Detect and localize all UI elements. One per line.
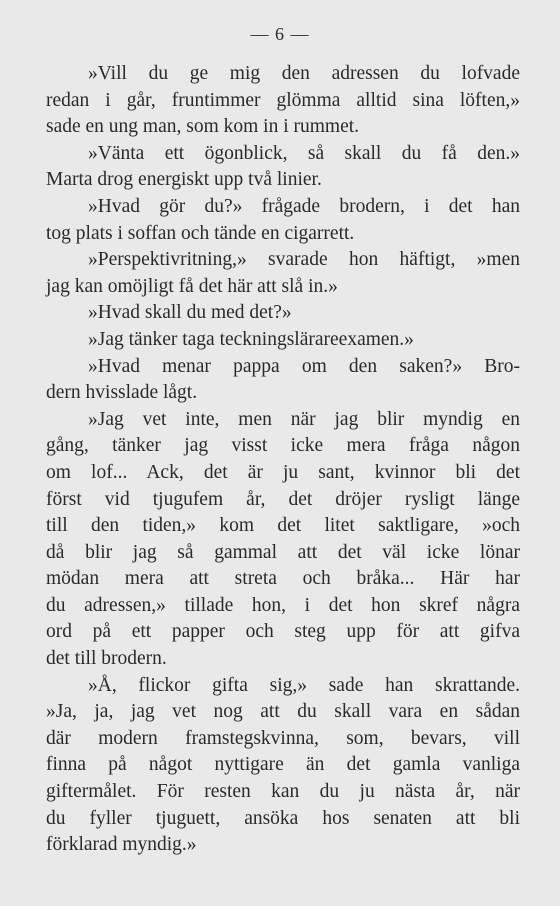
text-line: tog plats i soffan och tände en cigarrett.: [46, 222, 355, 244]
text-line: »Jag vet inte, men när jag blir myndig en: [88, 408, 520, 430]
text-line: om lof... Ack, det är ju sant, kvinnor bli det: [46, 461, 520, 483]
text-line: »Ja, ja, jag vet nog att du skall vara en sådan: [46, 701, 520, 723]
paragraph: [46, 327, 520, 354]
body-text: [46, 61, 520, 859]
text-line: ord på ett papper och steg upp för att gifva: [46, 621, 520, 643]
text-line: mödan mera att streta och bråka... Här har: [46, 568, 520, 590]
text-line: »Vill du ge mig den adressen du lofvade: [88, 63, 520, 84]
text-line: »Hvad skall du med det?»: [88, 302, 292, 324]
paragraph: [46, 247, 520, 300]
text-line: jag kan omöjligt få det här att slå in.»: [46, 275, 338, 297]
text-line: »Å, flickor gifta sig,» sade han skrattande.: [88, 674, 520, 696]
paragraph: [46, 300, 520, 327]
text-line: förklarad myndig.»: [46, 834, 197, 856]
text-line: sade en ung man, som kom in i rummet.: [46, 116, 360, 138]
text-line: till den tiden,» kom det litet saktligare, »och: [46, 515, 520, 537]
text-line: du fyller tjuguett, ansöka hos senaten att bli: [46, 807, 520, 829]
text-line: då blir jag så gammal att det väl icke lönar: [46, 541, 520, 563]
text-line: där modern framstegskvinna, som, bevars, vill: [46, 727, 520, 749]
text-line: det till brodern.: [46, 648, 167, 670]
text-line: redan i går, fruntimmer glömma alltid sina löften,»: [46, 89, 520, 111]
paragraph: [46, 673, 520, 859]
text-line: du adressen,» tillade hon, i det hon skref några: [46, 594, 520, 616]
paragraph: [46, 61, 520, 141]
page-number: — 6 —: [250, 24, 310, 44]
text-line: »Jag tänker taga teckningslärareexamen.»: [88, 328, 414, 350]
text-line: Marta drog energiskt upp två linier.: [46, 169, 322, 191]
text-line: »Vänta ett ögonblick, så skall du få den.»: [88, 142, 520, 164]
text-line: först vid tjugufem år, det dröjer rysligt länge: [46, 488, 520, 510]
text-line: giftermålet. För resten kan du ju nästa år, när: [46, 781, 520, 803]
text-line: gång, tänker jag visst icke mera fråga någon: [46, 435, 520, 457]
text-line: »Perspektivritning,» svarade hon häftigt, »men: [88, 249, 520, 271]
paragraph: [46, 407, 520, 673]
text-line: dern hvisslade lågt.: [46, 382, 198, 404]
paragraph: [46, 194, 520, 247]
paragraph: [46, 141, 520, 194]
text-line: finna på något nyttigare än det gamla vanliga: [46, 754, 520, 776]
text-line: »Hvad gör du?» frågade brodern, i det han: [88, 195, 520, 217]
text-line: »Hvad menar pappa om den saken?» Bro-: [88, 355, 520, 377]
paragraph: [46, 354, 520, 407]
